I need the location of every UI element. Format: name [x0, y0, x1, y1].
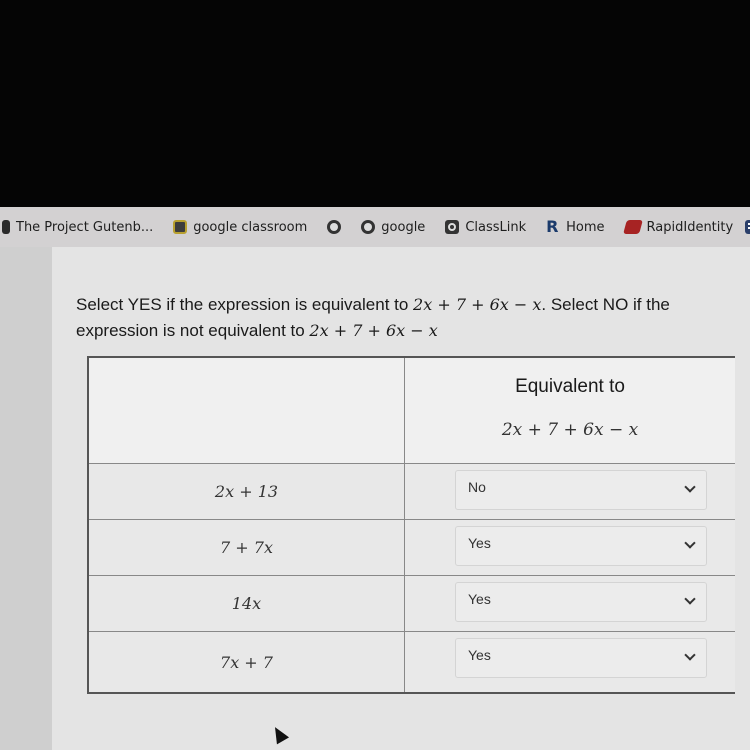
table-row	[89, 464, 735, 520]
gutenberg-icon	[2, 220, 10, 234]
bookmark-globe[interactable]	[327, 220, 347, 234]
select-cell	[405, 520, 735, 575]
prompt-text: Select YES if the expression is equivalent to	[76, 295, 414, 314]
list-icon	[745, 220, 750, 234]
table-row	[89, 520, 735, 576]
chevron-down-icon	[684, 481, 695, 492]
prompt-text: . Select NO if the	[541, 295, 670, 314]
dropdown-value: Yes	[468, 647, 491, 663]
bookmark-more[interactable]	[745, 220, 750, 234]
rapididentity-icon	[623, 220, 643, 234]
globe-icon	[327, 220, 341, 234]
prompt-expression: 2x + 7 + 6x − x	[309, 321, 438, 340]
bookmarks-bar	[0, 207, 750, 247]
classroom-icon	[173, 220, 187, 234]
bookmark-classlink[interactable]	[445, 220, 526, 235]
answer-dropdown[interactable]	[455, 582, 707, 622]
header-title: Equivalent to	[515, 376, 625, 397]
bookmark-home[interactable]	[546, 217, 605, 236]
table-row	[89, 632, 735, 692]
answer-dropdown[interactable]	[455, 526, 707, 566]
bookmark-label: Home	[566, 219, 605, 235]
bookmark-label: google	[381, 219, 426, 235]
chevron-down-icon	[684, 537, 695, 548]
bookmark-label: ClassLink	[465, 219, 527, 235]
bookmark-label: google classroom	[193, 219, 308, 235]
dropdown-value: Yes	[468, 591, 491, 607]
bookmark-google-classroom[interactable]	[173, 220, 307, 235]
bookmark-google[interactable]	[361, 220, 425, 235]
chevron-down-icon	[684, 593, 695, 604]
bookmark-rapididentity[interactable]	[625, 220, 734, 235]
select-cell	[405, 576, 735, 631]
table-row	[89, 576, 735, 632]
header-expression: 2x + 7 + 6x − x	[501, 420, 639, 440]
r-logo-icon: R	[546, 217, 559, 236]
select-cell	[405, 632, 735, 692]
prompt-expression: 2x + 7 + 6x − x	[413, 295, 542, 314]
answer-dropdown[interactable]	[455, 638, 707, 678]
expression-cell: 14x	[89, 576, 405, 631]
classlink-icon	[445, 220, 459, 234]
dropdown-value: Yes	[468, 535, 491, 551]
bookmark-gutenberg[interactable]	[2, 220, 153, 235]
table-header-blank	[89, 358, 405, 464]
expression-cell: 7 + 7x	[89, 520, 405, 575]
chevron-down-icon	[684, 649, 695, 660]
left-gutter	[0, 247, 52, 750]
prompt-text: expression is not equivalent to	[76, 321, 310, 340]
answer-table	[87, 356, 735, 694]
answer-dropdown[interactable]	[455, 470, 707, 510]
select-cell	[405, 464, 735, 519]
dropdown-value: No	[468, 479, 486, 495]
expression-cell: 2x + 13	[89, 464, 405, 519]
globe-icon	[361, 220, 375, 234]
bookmark-label: The Project Gutenb...	[16, 219, 154, 235]
screen-bezel	[0, 0, 750, 207]
expression-cell: 7x + 7	[89, 632, 405, 692]
question-prompt	[76, 292, 716, 344]
table-header	[405, 358, 735, 464]
bookmark-label: RapidIdentity	[646, 219, 734, 235]
